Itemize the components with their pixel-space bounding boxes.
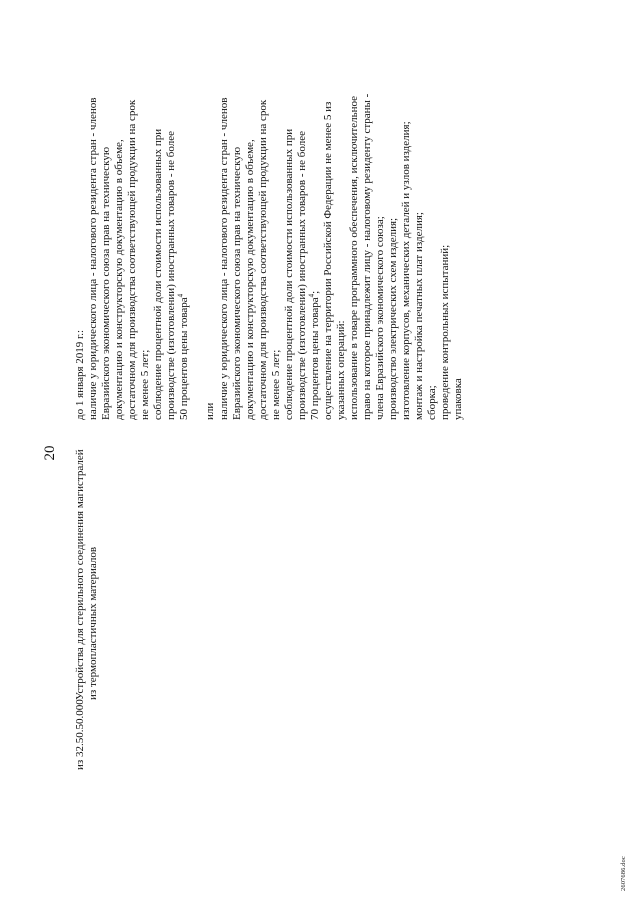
- requirement-line: изготовление корпусов, механических деталей и узлов изделия;: [400, 121, 413, 420]
- requirement-line: монтаж и настройка печатных плат изделия;: [413, 212, 426, 420]
- requirement-line: не менее 5 лет;: [269, 349, 282, 420]
- product-code: из 32.50.50.000: [74, 699, 86, 770]
- requirement-line: [309, 20, 322, 420]
- requirement-line: соблюдение процентной доли стоимости использованных при: [282, 128, 295, 420]
- requirement-line: достаточном для производства соответствующей продукции на срок: [126, 99, 139, 420]
- footnote-marker: 4: [307, 293, 316, 298]
- page-number: 20: [42, 445, 58, 461]
- requirement-line: производство электрических схем изделия;: [387, 217, 400, 420]
- connector-or: или: [204, 402, 217, 420]
- requirement-line: Евразийского экономического союза прав на техническую: [230, 146, 243, 420]
- requirement-line: право на которое принадлежит лицу - налоговому резиденту страны -: [361, 93, 374, 420]
- requirement-line: сборка;: [426, 385, 439, 420]
- requirement-text: ;: [308, 290, 321, 294]
- requirement-line: члена Евразийского экономического союза;: [374, 216, 387, 420]
- requirement-line: упаковка: [452, 378, 465, 420]
- footnote-marker: 4: [176, 293, 185, 298]
- spacer: [191, 20, 204, 420]
- requirements-column: [74, 20, 465, 420]
- requirement-line: осуществление на территории Российской Федерации не менее 5 из: [321, 101, 334, 420]
- requirement-line: наличие у юридического лица - налогового резидента стран - членов: [87, 97, 100, 420]
- requirement-line: наличие у юридического лица - налогового резидента стран - членов: [217, 97, 230, 420]
- requirement-line: документацию и конструкторскую документацию в объеме,: [113, 139, 126, 420]
- requirement-line: Евразийского экономического союза прав на техническую: [100, 146, 113, 420]
- requirement-line: использование в товаре программного обеспечения, исключительное: [347, 95, 360, 420]
- description-line: из термопластичных материалов: [87, 546, 99, 700]
- requirement-line: [178, 20, 191, 420]
- description-line: Устройства для стерильного соединения магистралей: [74, 449, 86, 700]
- requirement-line: указанных операций:: [334, 320, 347, 420]
- requirement-line: производстве (изготовлении) иностранных товаров - не более: [165, 131, 178, 420]
- requirement-line: производстве (изготовлении) иностранных товаров - не более: [295, 131, 308, 420]
- requirement-text: 50 процентов цены товара: [178, 297, 191, 420]
- document-filename: 2607686.doc: [620, 856, 627, 891]
- requirement-line: не менее 5 лет;: [139, 349, 152, 420]
- requirement-text: 70 процентов цены товара: [308, 297, 321, 420]
- requirement-line: достаточном для производства соответствующей продукции на срок: [256, 99, 269, 420]
- requirement-line: соблюдение процентной доли стоимости использованных при: [152, 128, 165, 420]
- requirement-line: до 1 января 2019 г.:: [74, 329, 86, 420]
- requirement-line: документацию и конструкторскую документацию в объеме,: [243, 139, 256, 420]
- requirement-line: проведение контрольных испытаний;: [439, 244, 452, 420]
